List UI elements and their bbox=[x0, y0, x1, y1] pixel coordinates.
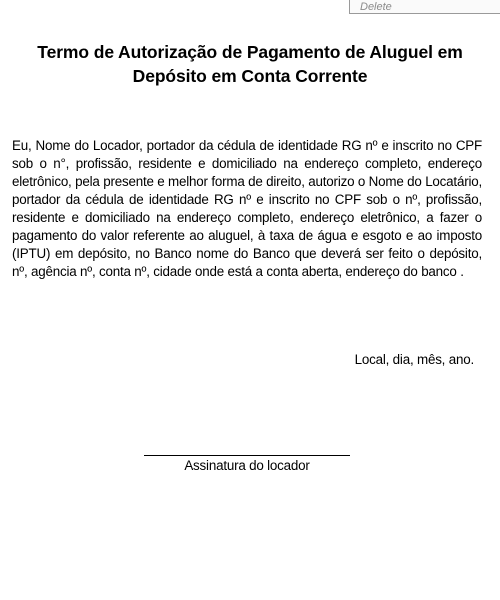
place-date-line: Local, dia, mês, ano. bbox=[354, 352, 474, 367]
signature-label: Assinatura do locador bbox=[184, 458, 310, 473]
document-body-paragraph: Eu, Nome do Locador, portador da cédula de identidade RG nº e inscrito no CPF sob o n°, profissão, residente e domiciliado na endereço completo, endereço eletrônico, pela presente e melhor forma de direito, autorizo o Nome do Locatário, portador da cédula de identidade RG nº e inscrito no CPF sob o nº, profissão, residente e domiciliado na endereço completo, endereço eletrônico, a fazer o pagamento do valor referente ao aluguel, à taxa de água e esgoto e ao imposto (IPTU) em depósito, no Banco nome do Banco que deverá ser feito o depósito, nº, agência nº, conta nº, cidade onde está a conta aberta, endereço do banco . bbox=[12, 138, 482, 279]
document-title bbox=[20, 40, 480, 88]
document-title-line-1: Termo de Autorização de Pagamento de Aluguel em bbox=[37, 42, 463, 62]
delete-button[interactable] bbox=[349, 0, 500, 14]
signature-line bbox=[144, 455, 350, 456]
document-title-line-2: Depósito em Conta Corrente bbox=[132, 66, 368, 86]
delete-button-label: Delete bbox=[360, 1, 392, 13]
